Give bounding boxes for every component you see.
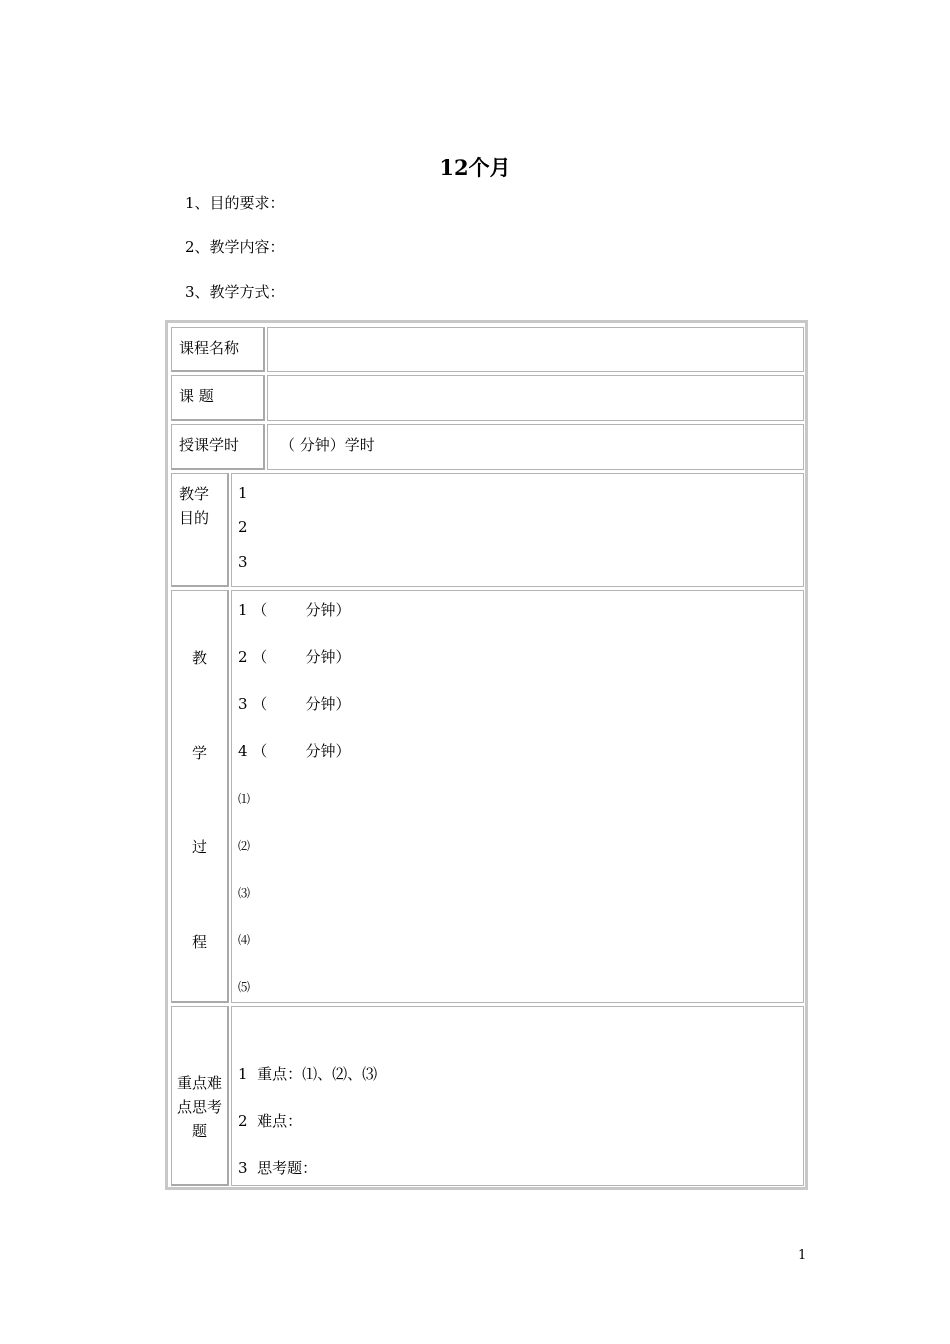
process-label-char: 学 [191, 744, 207, 762]
requirement-goals: 1、目的要求： [185, 194, 285, 212]
hours-label: 授课学时 [179, 436, 240, 454]
key-label: 重点难点思考题 [176, 1074, 222, 1140]
process-label-char: 程 [191, 933, 207, 951]
goal-label-cell [171, 473, 229, 587]
process-value-cell[interactable] [231, 590, 804, 1003]
goal-value-cell[interactable] [231, 473, 804, 587]
key-label-cell [171, 1006, 229, 1186]
course-name-value-cell[interactable] [267, 327, 804, 372]
hours-label-cell [171, 424, 265, 470]
topic-value-cell[interactable] [267, 375, 804, 421]
process-subitem: ⑸ [238, 980, 251, 994]
lesson-plan-table [165, 320, 808, 1190]
goal-item: 3 [238, 553, 248, 571]
hours-value-cell[interactable] [267, 424, 804, 470]
course-name-label-cell [171, 327, 265, 372]
key-point-line: 1 重点：⑴、⑵、⑶ [238, 1065, 378, 1083]
process-step: 3 （ 分钟） [238, 695, 351, 713]
process-step: 1 （ 分钟） [238, 601, 351, 619]
hours-value: （ 分钟）学时 [280, 436, 375, 454]
process-subitem: ⑴ [238, 792, 251, 806]
requirement-method: 3、教学方式： [185, 283, 285, 301]
requirement-content: 2、教学内容： [185, 238, 285, 256]
process-subitem: ⑵ [238, 839, 251, 853]
goal-label: 教学目的 [179, 485, 210, 527]
topic-label-cell [171, 375, 265, 421]
process-label-cell [171, 590, 229, 1003]
process-step: 2 （ 分钟） [238, 648, 351, 666]
process-label-char: 教 [191, 649, 207, 667]
document-title: 12个月 [439, 155, 511, 180]
goal-item: 2 [238, 518, 248, 536]
difficulty-line: 2 难点： [238, 1112, 303, 1130]
course-name-label: 课程名称 [179, 339, 240, 357]
topic-label: 课 题 [179, 387, 214, 405]
process-label-char: 过 [191, 838, 207, 856]
page-number: 1 [798, 1248, 807, 1263]
process-subitem: ⑶ [238, 886, 251, 900]
key-value-cell[interactable] [231, 1006, 804, 1186]
question-line: 3 思考题： [238, 1159, 318, 1177]
goal-item: 1 [238, 484, 248, 502]
process-subitem: ⑷ [238, 933, 251, 947]
process-step: 4 （ 分钟） [238, 742, 351, 760]
